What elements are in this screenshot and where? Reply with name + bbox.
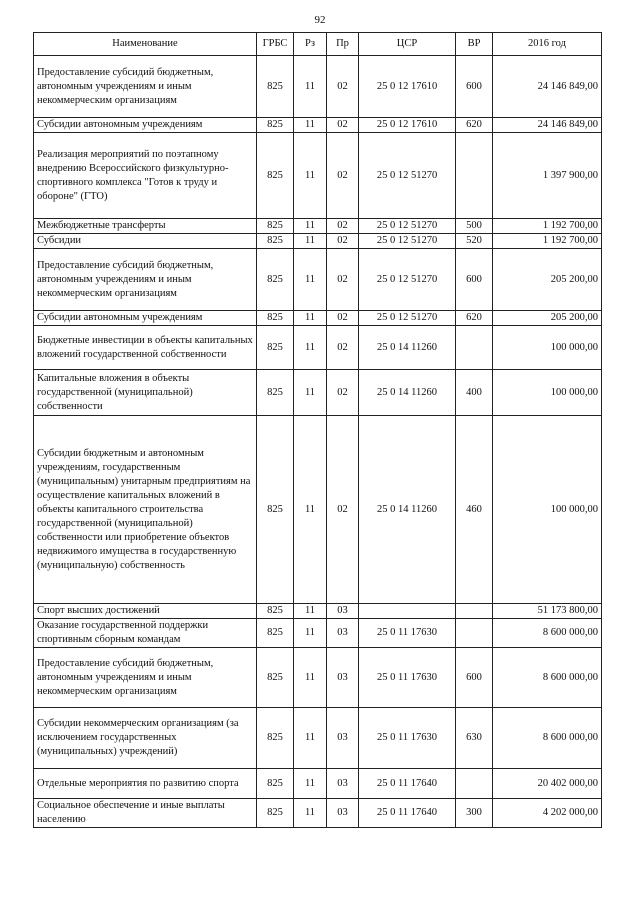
cell-rz: 11 bbox=[294, 769, 327, 799]
cell-grbs: 825 bbox=[257, 416, 294, 604]
table-row bbox=[34, 56, 602, 118]
cell-grbs: 825 bbox=[257, 799, 294, 828]
cell-rz: 11 bbox=[294, 219, 327, 234]
table-row bbox=[34, 249, 602, 311]
cell-vr: 600 bbox=[456, 56, 493, 118]
table-row bbox=[34, 326, 602, 370]
cell-csr: 25 0 14 11260 bbox=[359, 370, 456, 416]
cell-rz: 11 bbox=[294, 604, 327, 619]
cell-amount: 51 173 800,00 bbox=[493, 604, 602, 619]
cell-vr bbox=[456, 604, 493, 619]
cell-rz: 11 bbox=[294, 234, 327, 249]
cell-pr: 02 bbox=[327, 56, 359, 118]
cell-pr: 02 bbox=[327, 234, 359, 249]
cell-pr: 02 bbox=[327, 249, 359, 311]
cell-vr: 460 bbox=[456, 416, 493, 604]
cell-pr: 02 bbox=[327, 219, 359, 234]
header-pr: Пр bbox=[327, 33, 359, 56]
cell-grbs: 825 bbox=[257, 604, 294, 619]
cell-vr: 500 bbox=[456, 219, 493, 234]
cell-amount: 100 000,00 bbox=[493, 416, 602, 604]
cell-grbs: 825 bbox=[257, 648, 294, 708]
cell-pr: 03 bbox=[327, 619, 359, 648]
cell-rz: 11 bbox=[294, 249, 327, 311]
cell-csr: 25 0 12 51270 bbox=[359, 311, 456, 326]
cell-name: Предоставление субсидий бюджетным, автономным учреждениям и иным некоммерческим организациям bbox=[34, 56, 257, 118]
cell-name: Бюджетные инвестиции в объекты капитальных вложений государственной собственности bbox=[34, 326, 257, 370]
cell-rz: 11 bbox=[294, 133, 327, 219]
table-row bbox=[34, 219, 602, 234]
cell-pr: 02 bbox=[327, 326, 359, 370]
cell-pr: 02 bbox=[327, 133, 359, 219]
cell-name: Отдельные мероприятия по развитию спорта bbox=[34, 769, 257, 799]
budget-table bbox=[33, 32, 602, 828]
cell-csr: 25 0 12 17610 bbox=[359, 118, 456, 133]
table-row bbox=[34, 708, 602, 769]
cell-pr: 02 bbox=[327, 311, 359, 326]
cell-name: Оказание государственной поддержки спортивным сборным командам bbox=[34, 619, 257, 648]
cell-grbs: 825 bbox=[257, 234, 294, 249]
cell-rz: 11 bbox=[294, 708, 327, 769]
cell-grbs: 825 bbox=[257, 219, 294, 234]
cell-name: Субсидии бюджетным и автономным учреждениям, государственным (муниципальным) унитарным предприятиям на осуществление капитальных вложений в объекты капитального строительства государственной (муниципальной) собственности или приобретение объектов недвижимого имущества в государственную (муниципальную) собственность bbox=[34, 416, 257, 604]
cell-grbs: 825 bbox=[257, 326, 294, 370]
cell-csr: 25 0 11 17640 bbox=[359, 769, 456, 799]
cell-vr: 300 bbox=[456, 799, 493, 828]
cell-name: Капитальные вложения в объекты государственной (муниципальной) собственности bbox=[34, 370, 257, 416]
cell-pr: 03 bbox=[327, 769, 359, 799]
cell-rz: 11 bbox=[294, 416, 327, 604]
cell-amount: 24 146 849,00 bbox=[493, 56, 602, 118]
header-vr: ВР bbox=[456, 33, 493, 56]
page-number: 92 bbox=[314, 14, 326, 26]
cell-name: Межбюджетные трансферты bbox=[34, 219, 257, 234]
cell-amount: 4 202 000,00 bbox=[493, 799, 602, 828]
cell-amount: 1 192 700,00 bbox=[493, 219, 602, 234]
cell-csr: 25 0 12 51270 bbox=[359, 234, 456, 249]
cell-vr: 520 bbox=[456, 234, 493, 249]
cell-name: Социальное обеспечение и иные выплаты населению bbox=[34, 799, 257, 828]
table-row bbox=[34, 769, 602, 799]
cell-vr bbox=[456, 326, 493, 370]
cell-vr: 600 bbox=[456, 648, 493, 708]
cell-csr: 25 0 14 11260 bbox=[359, 416, 456, 604]
cell-amount: 1 397 900,00 bbox=[493, 133, 602, 219]
cell-grbs: 825 bbox=[257, 370, 294, 416]
cell-amount: 8 600 000,00 bbox=[493, 708, 602, 769]
cell-pr: 02 bbox=[327, 118, 359, 133]
cell-vr bbox=[456, 769, 493, 799]
cell-pr: 02 bbox=[327, 370, 359, 416]
header-grbs: ГРБС bbox=[257, 33, 294, 56]
cell-name: Субсидии bbox=[34, 234, 257, 249]
cell-amount: 20 402 000,00 bbox=[493, 769, 602, 799]
cell-grbs: 825 bbox=[257, 249, 294, 311]
cell-grbs: 825 bbox=[257, 311, 294, 326]
cell-name: Реализация мероприятий по поэтапному внедрению Всероссийского физкультурно-спортивного комплекса "Готов к труду и обороне" (ГТО) bbox=[34, 133, 257, 219]
cell-csr bbox=[359, 604, 456, 619]
cell-csr: 25 0 12 51270 bbox=[359, 219, 456, 234]
cell-csr: 25 0 11 17630 bbox=[359, 708, 456, 769]
cell-vr bbox=[456, 619, 493, 648]
cell-name: Предоставление субсидий бюджетным, автономным учреждениям и иным некоммерческим организациям bbox=[34, 648, 257, 708]
cell-name: Субсидии автономным учреждениям bbox=[34, 311, 257, 326]
cell-name: Субсидии некоммерческим организациям (за исключением государственных (муниципальных) учреждений) bbox=[34, 708, 257, 769]
cell-rz: 11 bbox=[294, 326, 327, 370]
cell-grbs: 825 bbox=[257, 56, 294, 118]
cell-vr: 400 bbox=[456, 370, 493, 416]
cell-amount: 100 000,00 bbox=[493, 326, 602, 370]
header-amount: 2016 год bbox=[493, 33, 602, 56]
cell-grbs: 825 bbox=[257, 133, 294, 219]
cell-rz: 11 bbox=[294, 311, 327, 326]
table-row bbox=[34, 311, 602, 326]
cell-rz: 11 bbox=[294, 370, 327, 416]
cell-csr: 25 0 12 51270 bbox=[359, 133, 456, 219]
cell-csr: 25 0 12 51270 bbox=[359, 249, 456, 311]
cell-rz: 11 bbox=[294, 648, 327, 708]
cell-csr: 25 0 11 17630 bbox=[359, 619, 456, 648]
cell-rz: 11 bbox=[294, 619, 327, 648]
cell-grbs: 825 bbox=[257, 708, 294, 769]
cell-amount: 100 000,00 bbox=[493, 370, 602, 416]
cell-amount: 205 200,00 bbox=[493, 311, 602, 326]
cell-amount: 8 600 000,00 bbox=[493, 619, 602, 648]
table-row bbox=[34, 118, 602, 133]
cell-vr: 620 bbox=[456, 118, 493, 133]
cell-vr: 600 bbox=[456, 249, 493, 311]
cell-grbs: 825 bbox=[257, 769, 294, 799]
cell-pr: 03 bbox=[327, 708, 359, 769]
header-name: Наименование bbox=[34, 33, 257, 56]
cell-pr: 03 bbox=[327, 648, 359, 708]
table-row bbox=[34, 234, 602, 249]
cell-csr: 25 0 12 17610 bbox=[359, 56, 456, 118]
table-row bbox=[34, 799, 602, 828]
table-row bbox=[34, 648, 602, 708]
cell-vr bbox=[456, 133, 493, 219]
cell-csr: 25 0 11 17630 bbox=[359, 648, 456, 708]
header-rz: Рз bbox=[294, 33, 327, 56]
cell-csr: 25 0 14 11260 bbox=[359, 326, 456, 370]
cell-rz: 11 bbox=[294, 799, 327, 828]
cell-amount: 205 200,00 bbox=[493, 249, 602, 311]
cell-rz: 11 bbox=[294, 56, 327, 118]
cell-pr: 03 bbox=[327, 799, 359, 828]
table-row bbox=[34, 370, 602, 416]
table-row bbox=[34, 604, 602, 619]
cell-vr: 630 bbox=[456, 708, 493, 769]
table-row bbox=[34, 133, 602, 219]
cell-amount: 8 600 000,00 bbox=[493, 648, 602, 708]
cell-amount: 1 192 700,00 bbox=[493, 234, 602, 249]
cell-name: Спорт высших достижений bbox=[34, 604, 257, 619]
header-row bbox=[34, 33, 602, 56]
cell-name: Предоставление субсидий бюджетным, автономным учреждениям и иным некоммерческим организациям bbox=[34, 249, 257, 311]
cell-vr: 620 bbox=[456, 311, 493, 326]
cell-pr: 03 bbox=[327, 604, 359, 619]
cell-grbs: 825 bbox=[257, 619, 294, 648]
cell-pr: 02 bbox=[327, 416, 359, 604]
cell-name: Субсидии автономным учреждениям bbox=[34, 118, 257, 133]
table-row bbox=[34, 416, 602, 604]
cell-grbs: 825 bbox=[257, 118, 294, 133]
table-row bbox=[34, 619, 602, 648]
cell-rz: 11 bbox=[294, 118, 327, 133]
cell-csr: 25 0 11 17640 bbox=[359, 799, 456, 828]
header-csr: ЦСР bbox=[359, 33, 456, 56]
cell-amount: 24 146 849,00 bbox=[493, 118, 602, 133]
